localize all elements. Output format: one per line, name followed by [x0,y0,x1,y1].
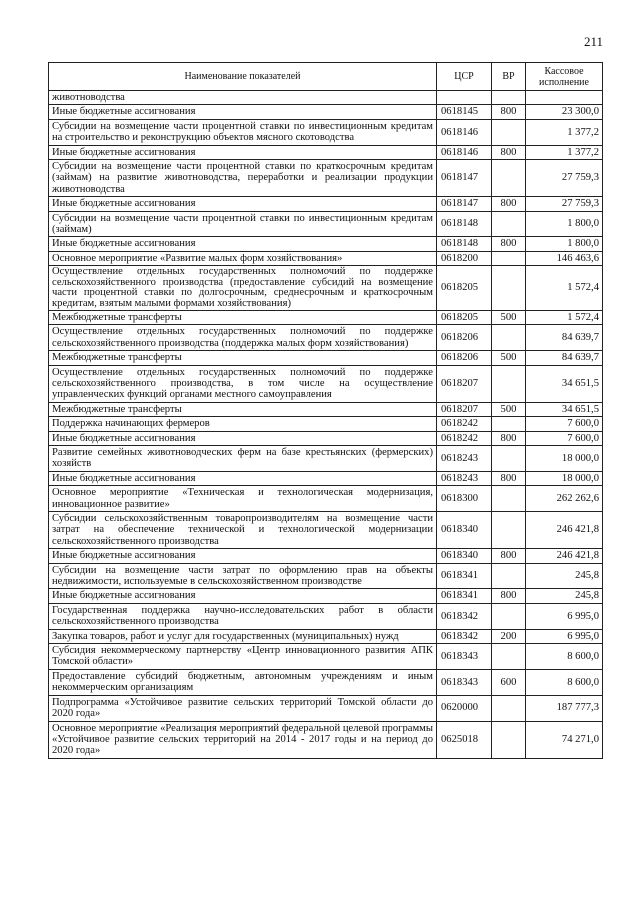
row-vr: 600 [492,669,526,695]
row-name: животноводства [49,91,437,105]
row-vr: 800 [492,549,526,563]
table-row [49,629,603,643]
row-csr: 0618342 [437,629,492,643]
row-csr: 0618341 [437,563,492,589]
row-vr [492,512,526,549]
row-vr: 800 [492,431,526,445]
row-csr: 0625018 [437,721,492,758]
row-name: Основное мероприятие «Реализация мероприятий федеральной целевой программы «Устойчивое развитие сельских территорий на 2014 - 2017 годы и на период до 2020 года» [49,721,437,758]
row-name: Межбюджетные трансферты [49,402,437,416]
row-vr [492,211,526,237]
row-amount: 1 572,4 [526,266,603,311]
row-amount: 6 995,0 [526,629,603,643]
table-row [49,145,603,159]
row-name: Осуществление отдельных государственных полномочий по поддержке сельскохозяйственного производства, в том числе на осуществление управленческих функций органами местного самоуправления [49,365,437,402]
row-csr: 0618146 [437,145,492,159]
row-name: Субсидии на возмещение части процентной ставки по краткосрочным кредитам (займам) на развитие животноводства, переработки и реализации продукции животноводства [49,160,437,197]
row-name: Иные бюджетные ассигнования [49,105,437,119]
row-vr [492,119,526,145]
table-row [49,417,603,431]
row-vr [492,644,526,670]
header-amount: Кассовое исполнение [526,63,603,91]
row-name: Подпрограмма «Устойчивое развитие сельских территорий Томской области до 2020 года» [49,695,437,721]
table-row [49,644,603,670]
row-name: Иные бюджетные ассигнования [49,549,437,563]
row-vr: 800 [492,105,526,119]
table-row [49,251,603,265]
row-amount: 246 421,8 [526,512,603,549]
table-row [49,211,603,237]
header-csr: ЦСР [437,63,492,91]
row-vr: 500 [492,351,526,365]
row-name: Иные бюджетные ассигнования [49,471,437,485]
row-vr [492,91,526,105]
row-name: Основное мероприятие «Техническая и технологическая модернизация, инновационное развитие» [49,486,437,512]
row-csr: 0618243 [437,471,492,485]
row-amount [526,91,603,105]
row-name: Иные бюджетные ассигнования [49,589,437,603]
row-csr: 0618146 [437,119,492,145]
table-row [49,445,603,471]
row-name: Иные бюджетные ассигнования [49,431,437,445]
table-row [49,351,603,365]
row-name: Субсидия некоммерческому партнерству «Центр инновационного развития АПК Томской области» [49,644,437,670]
row-csr: 0618242 [437,431,492,445]
row-amount: 8 600,0 [526,669,603,695]
table-row [49,721,603,758]
table-row [49,325,603,351]
row-vr [492,445,526,471]
row-name: Иные бюджетные ассигнования [49,145,437,159]
row-vr: 800 [492,197,526,211]
table-row [49,365,603,402]
table-row [49,105,603,119]
row-amount: 27 759,3 [526,197,603,211]
row-vr [492,563,526,589]
row-csr: 0618300 [437,486,492,512]
row-amount: 8 600,0 [526,644,603,670]
row-name: Предоставление субсидий бюджетным, автономным учреждениям и иным некоммерческим организациям [49,669,437,695]
table-row [49,486,603,512]
table-row [49,549,603,563]
row-csr: 0618343 [437,669,492,695]
row-vr [492,695,526,721]
table-row [49,669,603,695]
table-row [49,589,603,603]
row-amount: 1 800,0 [526,211,603,237]
row-name: Субсидии на возмещение части процентной ставки по инвестиционным кредитам на строительство и реконструкцию объектов мясного скотоводства [49,119,437,145]
row-vr [492,325,526,351]
row-amount: 18 000,0 [526,471,603,485]
row-amount: 7 600,0 [526,417,603,431]
row-amount: 245,8 [526,589,603,603]
table-row [49,266,603,311]
row-vr [492,266,526,311]
table-row [49,603,603,629]
row-amount: 245,8 [526,563,603,589]
row-vr: 800 [492,471,526,485]
table-row [49,197,603,211]
row-amount: 23 300,0 [526,105,603,119]
row-name: Субсидии на возмещение части затрат по оформлению прав на объекты недвижимости, используемые в сельскохозяйственном производстве [49,563,437,589]
row-amount: 18 000,0 [526,445,603,471]
table-row [49,237,603,251]
row-csr: 0618342 [437,603,492,629]
row-name: Закупка товаров, работ и услуг для государственных (муниципальных) нужд [49,629,437,643]
table-row [49,512,603,549]
row-amount: 1 377,2 [526,145,603,159]
row-vr: 800 [492,237,526,251]
row-name: Основное мероприятие «Развитие малых форм хозяйствования» [49,251,437,265]
row-csr: 0618147 [437,160,492,197]
row-csr: 0618148 [437,237,492,251]
row-amount: 27 759,3 [526,160,603,197]
row-amount: 1 377,2 [526,119,603,145]
row-name: Субсидии на возмещение части процентной ставки по инвестиционным кредитам (займам) [49,211,437,237]
row-name: Межбюджетные трансферты [49,351,437,365]
row-amount: 1 800,0 [526,237,603,251]
table-row [49,402,603,416]
row-vr [492,251,526,265]
table-header-row [49,63,603,91]
row-csr: 0618145 [437,105,492,119]
header-name: Наименование показателей [49,63,437,91]
row-vr [492,603,526,629]
row-csr: 0618147 [437,197,492,211]
row-amount: 246 421,8 [526,549,603,563]
table-row [49,91,603,105]
row-vr [492,365,526,402]
row-csr: 0618340 [437,549,492,563]
table-row [49,160,603,197]
row-name: Межбюджетные трансферты [49,310,437,324]
row-vr: 800 [492,145,526,159]
row-name: Развитие семейных животноводческих ферм на базе крестьянских (фермерских) хозяйств [49,445,437,471]
table-row [49,563,603,589]
table-row [49,471,603,485]
row-vr: 500 [492,402,526,416]
row-vr [492,486,526,512]
row-csr: 0618205 [437,266,492,311]
row-name: Осуществление отдельных государственных полномочий по поддержке сельскохозяйственного производства (поддержка малых форм хозяйствования) [49,325,437,351]
row-amount: 84 639,7 [526,351,603,365]
table-row [49,431,603,445]
row-csr: 0618207 [437,402,492,416]
row-amount: 7 600,0 [526,431,603,445]
row-csr: 0618206 [437,351,492,365]
row-name: Иные бюджетные ассигнования [49,197,437,211]
row-csr: 0618207 [437,365,492,402]
row-csr: 0618200 [437,251,492,265]
row-name: Субсидии сельскохозяйственным товаропроизводителям на возмещение части затрат на обеспечение технической и технологической модернизации сельскохозяйственного производства [49,512,437,549]
row-amount: 187 777,3 [526,695,603,721]
row-vr [492,721,526,758]
row-vr [492,417,526,431]
row-name: Осуществление отдельных государственных полномочий по поддержке сельскохозяйственного производства (предоставление субсидий на возмещение части процентной ставки по долгосрочным, среднесрочным и краткосрочным кредитам, взятым малыми формами хозяйствования) [49,266,437,311]
row-csr: 0618206 [437,325,492,351]
row-csr: 0618341 [437,589,492,603]
row-csr: 0620000 [437,695,492,721]
table-row [49,310,603,324]
row-amount: 34 651,5 [526,365,603,402]
row-csr: 0618242 [437,417,492,431]
table-row [49,695,603,721]
row-vr: 800 [492,589,526,603]
header-vr: ВР [492,63,526,91]
row-amount: 6 995,0 [526,603,603,629]
row-name: Государственная поддержка научно-исследовательских работ в области сельскохозяйственного производства [49,603,437,629]
row-amount: 84 639,7 [526,325,603,351]
row-name: Иные бюджетные ассигнования [49,237,437,251]
row-amount: 1 572,4 [526,310,603,324]
row-vr: 500 [492,310,526,324]
row-amount: 34 651,5 [526,402,603,416]
row-name: Поддержка начинающих фермеров [49,417,437,431]
row-vr [492,160,526,197]
table-row [49,119,603,145]
row-csr: 0618340 [437,512,492,549]
row-csr [437,91,492,105]
row-csr: 0618243 [437,445,492,471]
row-amount: 146 463,6 [526,251,603,265]
row-csr: 0618343 [437,644,492,670]
budget-execution-table [48,62,603,759]
row-csr: 0618205 [437,310,492,324]
row-vr: 200 [492,629,526,643]
row-amount: 262 262,6 [526,486,603,512]
page-number: 211 [583,34,603,49]
row-amount: 74 271,0 [526,721,603,758]
row-csr: 0618148 [437,211,492,237]
